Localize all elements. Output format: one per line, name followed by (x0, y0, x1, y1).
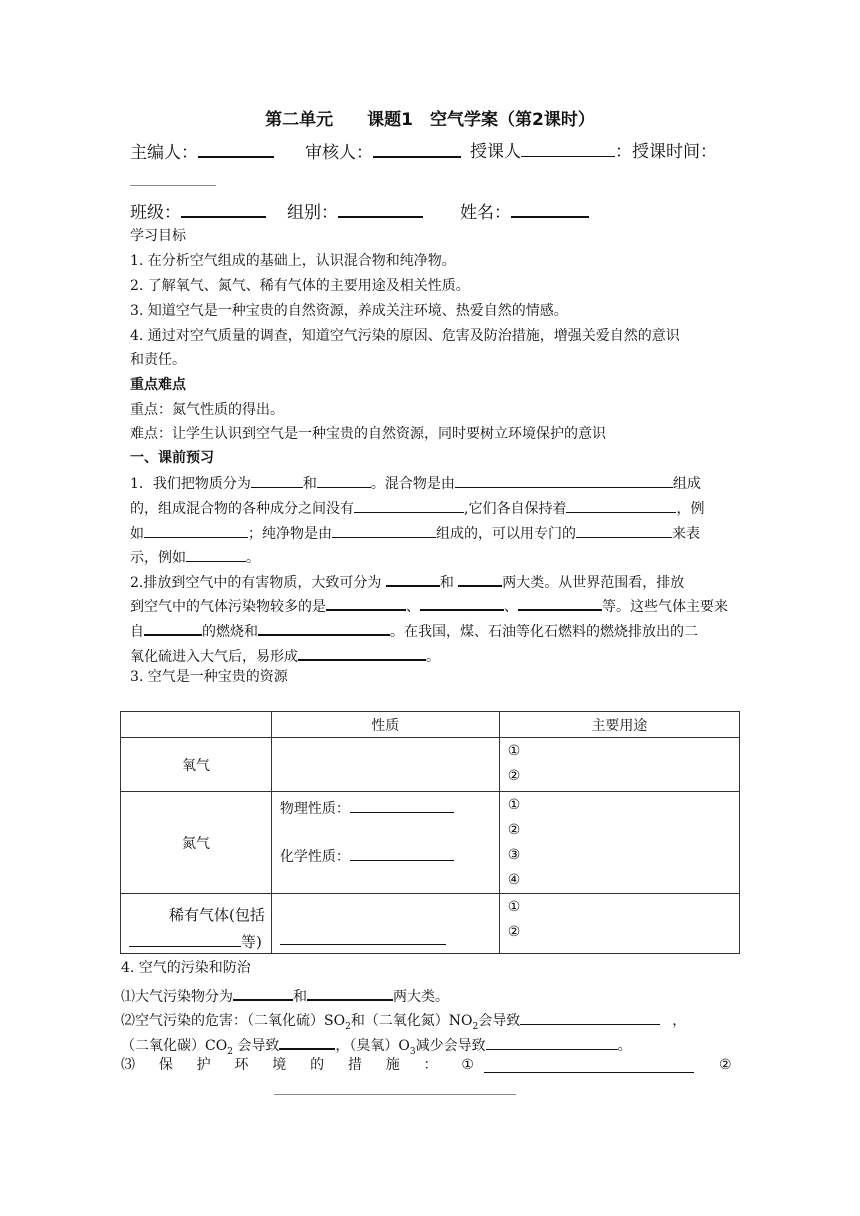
q1-text: 如 (130, 526, 144, 542)
use-item: ④ (507, 872, 521, 888)
q2-text: 等。这些气体主要来 (602, 599, 728, 615)
group-line (287, 202, 423, 222)
use-item: ② (507, 822, 521, 838)
use-item: ① (507, 743, 521, 759)
editor-blank[interactable] (198, 142, 274, 158)
pollution-line2 (121, 1010, 686, 1032)
objective-item: 4. 通过对空气质量的调查，知道空气污染的原因、危害及防治措施，增强关爱自然的意识 (130, 328, 680, 344)
q1-blank-6[interactable] (144, 523, 248, 538)
table-row (121, 792, 740, 894)
noble-name-line2 (121, 931, 271, 952)
nitrogen-property-cell (271, 792, 499, 894)
q2-text: 、 (406, 599, 420, 615)
measures-word: ⑶ (121, 1057, 135, 1073)
table-header-cell: 性质 (271, 712, 499, 738)
gas-name-noble (121, 894, 272, 954)
q1-blank-4[interactable] (354, 498, 464, 513)
pollution-blank-2[interactable] (307, 985, 393, 1001)
subscript: 3 (409, 1046, 416, 1057)
pollution-text: 会导致 (232, 1038, 280, 1054)
nitrogen-uses-cell[interactable] (499, 792, 739, 894)
noble-property-cell (271, 894, 499, 954)
q2-blank-6[interactable] (144, 620, 202, 636)
q2-blank-2[interactable] (458, 571, 502, 587)
pollution-text: ⑵空气污染的危害：（二氧化硫）SO (121, 1013, 346, 1029)
subscript: 2 (472, 1021, 479, 1032)
q1-text: ，例 (676, 501, 705, 517)
measures-word: 的 (310, 1057, 325, 1073)
q1-text: 和 (302, 476, 317, 492)
table-row (121, 738, 740, 792)
lecturer-label: 授课人 (470, 142, 521, 162)
pollution-text: 和 (293, 989, 307, 1005)
q3-heading: 3. 空气是一种宝贵的资源 (130, 669, 288, 685)
noble-blank[interactable] (129, 932, 241, 947)
measures-blank-1[interactable] (484, 1072, 694, 1073)
objective-item: 和责任。 (130, 352, 186, 368)
pollution-line1 (121, 985, 449, 1004)
objective-item: 3. 知道空气是一种宝贵的自然资源，养成关注环境、热爱自然的情感。 (130, 303, 568, 319)
pollution-blank-3[interactable] (520, 1010, 660, 1025)
q1-text: 的，组成混合物的各种成分之间没有 (130, 501, 354, 517)
q1-line3 (130, 523, 700, 541)
group-label: 组别： (287, 203, 338, 223)
nitrogen-chemical (272, 846, 499, 868)
q2-text: 。 (426, 649, 440, 665)
objective-item: 1. 在分析空气组成的基础上，认识混合物和纯净物。 (130, 253, 456, 269)
chemical-label: 化学性质： (279, 849, 350, 865)
pollution-blank-5[interactable] (486, 1035, 618, 1050)
table-row (121, 894, 740, 954)
q1-blank-9[interactable] (186, 547, 246, 562)
table-header-cell (121, 712, 272, 738)
chemical-blank[interactable] (350, 846, 454, 861)
time-blank[interactable] (130, 185, 216, 186)
q2-blank-4[interactable] (420, 595, 504, 611)
physical-blank[interactable] (350, 798, 454, 813)
measures-word: 护 (196, 1057, 211, 1073)
q1-blank-7[interactable] (332, 523, 436, 538)
q2-line4 (130, 645, 440, 664)
measures-word: ： (423, 1057, 438, 1073)
q1-text: 来表 (672, 526, 700, 542)
table-header-cell: 主要用途 (499, 712, 739, 738)
q2-line2 (130, 595, 728, 614)
q2-text: 2.排放到空气中的有害物质，大致可分为 (130, 575, 386, 591)
editor-label: 主编人： (130, 143, 198, 163)
name-line (460, 202, 589, 222)
table-header-row (121, 712, 740, 738)
q1-line1 (130, 473, 701, 491)
preview-heading: 一、课前预习 (130, 450, 214, 466)
q1-blank-2[interactable] (317, 473, 371, 488)
reviewer-blank[interactable] (373, 142, 461, 158)
q1-blank-8[interactable] (576, 523, 672, 538)
pollution-blank-4[interactable] (279, 1034, 335, 1050)
measures-word: ② (719, 1057, 732, 1073)
q1-text: 1．我们把物质分为 (130, 476, 251, 492)
q2-blank-7[interactable] (258, 620, 390, 636)
group-blank[interactable] (338, 202, 423, 218)
gas-name-nitrogen: 氮气 (121, 792, 272, 894)
class-line (130, 202, 266, 222)
lecturer-blank[interactable] (521, 142, 615, 157)
pollution-text: 两大类。 (393, 989, 449, 1005)
q2-text: 到空气中的气体污染物较多的是 (130, 599, 326, 615)
q2-text: 的燃烧和 (202, 624, 258, 640)
q1-blank-5[interactable] (566, 498, 676, 513)
use-item: ③ (507, 847, 521, 863)
focus-text: 重点：氮气性质的得出。 (130, 402, 284, 418)
q2-text: 。在我国，煤、石油等化石燃料的燃烧排放出的二 (390, 624, 698, 640)
use-item: ① (507, 797, 521, 813)
noble-suffix: 等) (241, 933, 262, 951)
pollution-text: ， (672, 1013, 687, 1029)
q2-text: 和 (439, 575, 459, 591)
pollution-text: 会导致 (478, 1013, 521, 1029)
lecturer-line (470, 142, 717, 161)
pollution-line3 (121, 1034, 632, 1057)
pollution-text: （二氧化碳）CO (121, 1038, 228, 1054)
q2-blank-1[interactable] (386, 571, 440, 587)
q2-text: 两大类。从世界范围看，排放 (502, 575, 685, 591)
measures-word: 施 (385, 1057, 400, 1073)
q2-blank-3[interactable] (326, 595, 406, 611)
subscript: 2 (227, 1046, 233, 1057)
noble-property-blank[interactable] (280, 930, 446, 945)
reviewer-line (305, 142, 461, 162)
gas-name-oxygen: 氧气 (121, 738, 272, 792)
q2-blank-8[interactable] (298, 645, 426, 661)
name-blank[interactable] (511, 202, 589, 218)
q2-line3 (130, 620, 698, 639)
pollution-heading: 4. 空气的污染和防治 (121, 960, 251, 976)
q2-text: 氧化硫进入大气后，易形成 (130, 649, 298, 665)
q1-text: ；纯净物是由 (248, 526, 332, 542)
gas-table (120, 711, 740, 954)
physical-label: 物理性质： (279, 801, 350, 817)
measures-word: 措 (347, 1057, 362, 1073)
use-item: ② (507, 924, 521, 940)
page-title: 第二单元 课题1 空气学案（第2课时） (265, 110, 595, 130)
nitrogen-physical (272, 798, 499, 820)
q1-text: 示，例如 (130, 550, 186, 566)
pollution-text: ⑴大气污染物分为 (121, 989, 233, 1005)
measures-line (121, 1058, 474, 1072)
keypoints-heading: 重点难点 (130, 377, 186, 393)
q1-line2 (130, 498, 704, 516)
measures-word: ① (461, 1057, 474, 1073)
oxygen-property-cell[interactable] (271, 738, 499, 792)
q2-line1 (130, 571, 684, 590)
measures-word: 境 (272, 1057, 287, 1073)
class-blank[interactable] (181, 202, 266, 218)
measures-word: 保 (158, 1057, 173, 1073)
name-label: 姓名： (460, 203, 511, 223)
pollution-text: 和（二氧化氮）NO (350, 1013, 473, 1029)
q1-text: 。 (246, 550, 260, 566)
measures-word: 环 (234, 1057, 249, 1073)
difficulty-text: 难点：让学生认识到空气是一种宝贵的自然资源，同时要树立环境保护的意识 (130, 426, 606, 442)
q1-text: 。混合物是由 (370, 476, 455, 492)
time-label: ：授课时间： (615, 142, 717, 162)
q2-text: 自 (130, 624, 144, 640)
q1-text: 组成 (672, 476, 701, 492)
objectives-heading: 学习目标 (130, 228, 186, 244)
reviewer-label: 审核人： (305, 143, 373, 163)
measures-blank-2[interactable] (274, 1094, 516, 1095)
q1-text: 组成的，可以用专门的 (436, 526, 576, 542)
q1-text: ,它们各自保持着 (464, 501, 567, 517)
pollution-blank-1[interactable] (233, 985, 293, 1001)
use-item: ② (507, 768, 521, 784)
pollution-text: 减少会导致 (415, 1038, 486, 1054)
objective-item: 2. 了解氧气、氮气、稀有气体的主要用途及相关性质。 (130, 278, 470, 294)
q1-blank-3[interactable] (455, 473, 673, 488)
q2-blank-5[interactable] (518, 595, 602, 611)
noble-name-line1: 稀有气体(包括 (169, 906, 265, 924)
oxygen-uses-cell[interactable] (499, 738, 739, 792)
subscript: 2 (345, 1021, 351, 1032)
q1-blank-1[interactable] (251, 473, 303, 488)
q2-text: 、 (504, 599, 518, 615)
pollution-text: 。 (617, 1038, 632, 1054)
use-item: ① (507, 899, 521, 915)
q1-line4 (130, 547, 260, 565)
editor-line (130, 142, 274, 162)
pollution-text: ，（臭氧）O (335, 1038, 410, 1054)
class-label: 班级： (130, 203, 181, 223)
noble-uses-cell[interactable] (499, 894, 739, 954)
